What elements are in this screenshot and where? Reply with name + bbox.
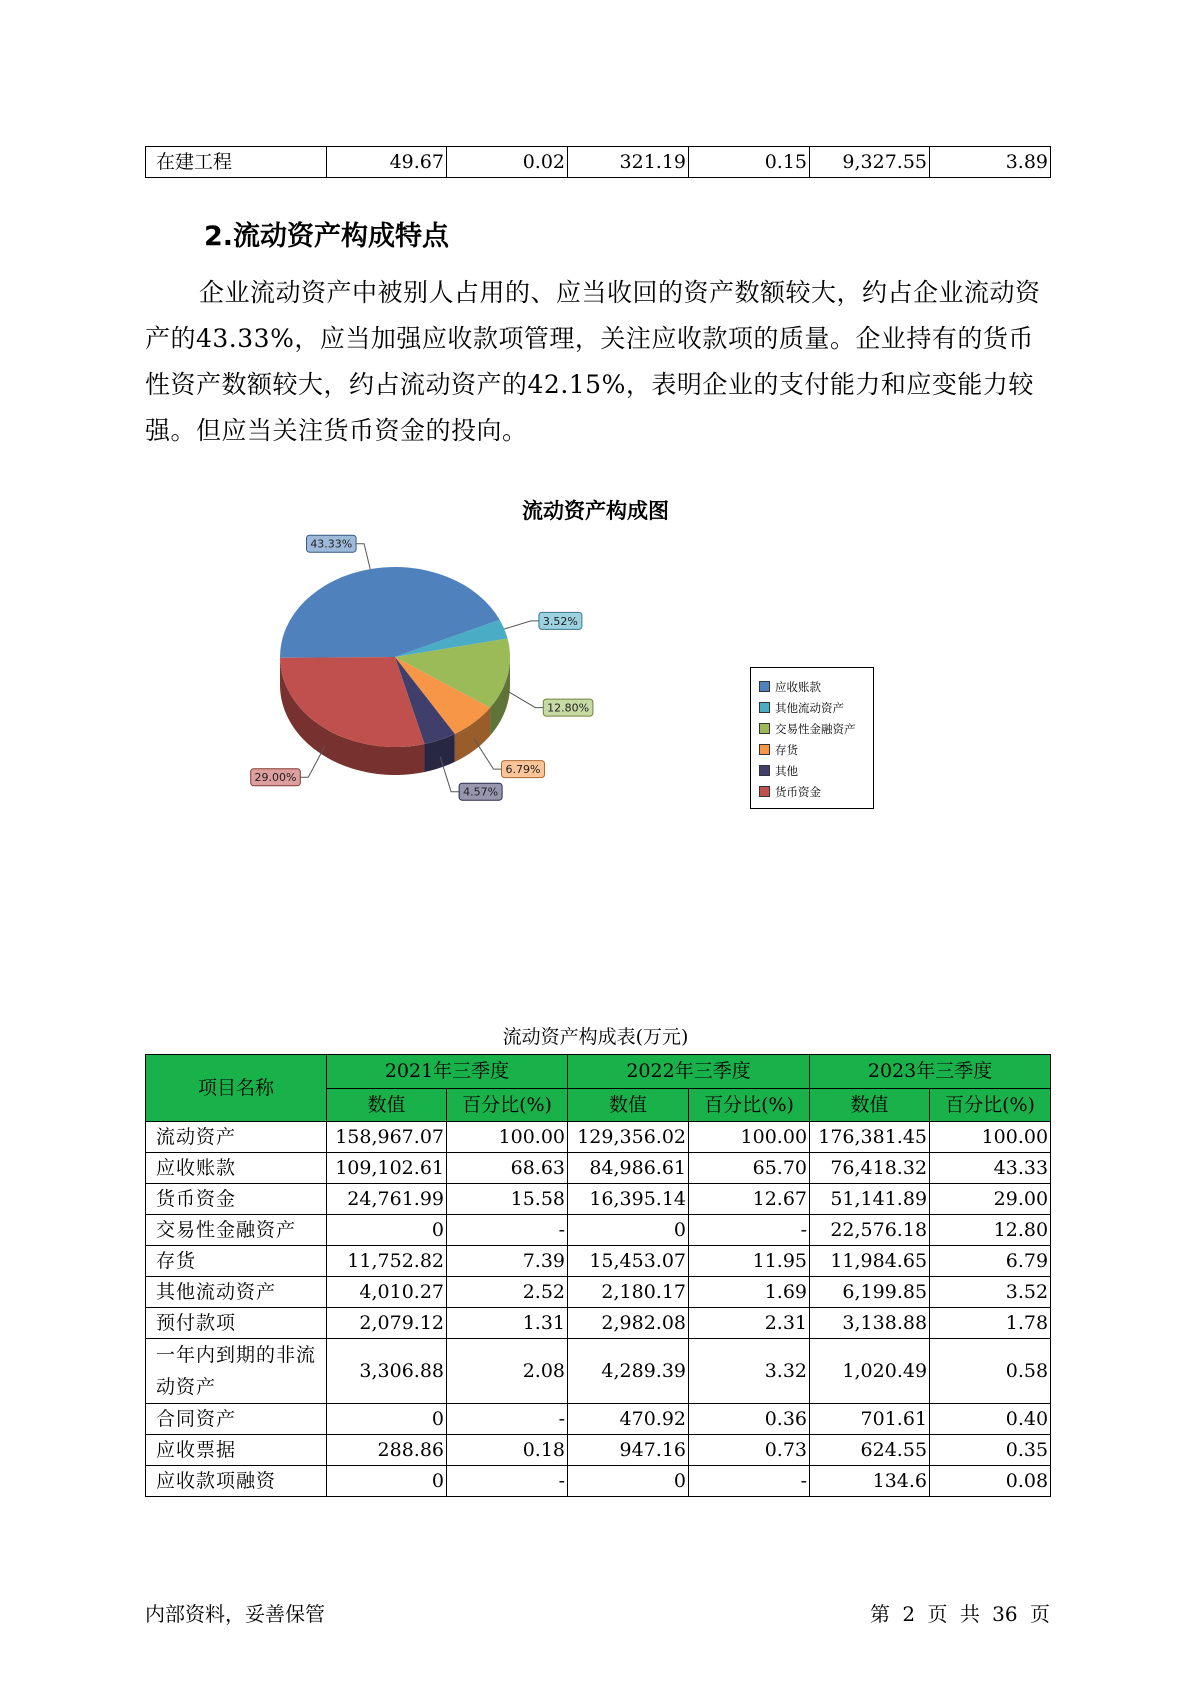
cell: 65.70 — [689, 1153, 810, 1184]
cell: 1.31 — [447, 1308, 568, 1339]
data-label: 3.52% — [542, 614, 578, 628]
cell: 158,967.07 — [327, 1122, 447, 1153]
legend-swatch — [759, 702, 770, 713]
cell: 11.95 — [689, 1246, 810, 1277]
subheader: 百分比(%) — [447, 1088, 568, 1122]
cell: 701.61 — [810, 1404, 930, 1435]
cell: 15,453.07 — [568, 1246, 689, 1277]
legend-label: 货币资金 — [775, 784, 821, 799]
row-label: 预付款项 — [146, 1308, 327, 1339]
row-label: 应收账款 — [146, 1153, 327, 1184]
legend-swatch — [759, 681, 770, 692]
data-label: 29.00% — [254, 771, 297, 785]
cell: 288.86 — [327, 1435, 447, 1466]
chart-title: 流动资产构成图 — [522, 498, 669, 523]
cell: 321.19 — [568, 147, 689, 178]
cell: 2,180.17 — [568, 1277, 689, 1308]
cell: - — [447, 1215, 568, 1246]
cell: 0 — [327, 1215, 447, 1246]
legend-swatch — [759, 723, 770, 734]
cell: 3,138.88 — [810, 1308, 930, 1339]
period-header: 2023年三季度 — [810, 1055, 1051, 1089]
row-label: 货币资金 — [146, 1184, 327, 1215]
data-label: 12.80% — [547, 701, 590, 715]
legend-item — [759, 697, 873, 718]
cell: 24,761.99 — [327, 1184, 447, 1215]
table-row — [146, 1246, 1051, 1277]
chart-legend — [750, 667, 874, 809]
cell: 51,141.89 — [810, 1184, 930, 1215]
legend-label: 存货 — [775, 742, 798, 757]
cell: 68.63 — [447, 1153, 568, 1184]
table-row — [146, 1277, 1051, 1308]
table-caption: 流动资产构成表(万元) — [502, 1026, 689, 1048]
subheader: 数值 — [568, 1088, 689, 1122]
subheader: 百分比(%) — [689, 1088, 810, 1122]
cell: 9,327.55 — [810, 147, 930, 178]
row-label: 一年内到期的非流动资产 — [146, 1339, 327, 1404]
cell: 29.00 — [930, 1184, 1051, 1215]
cell: 109,102.61 — [327, 1153, 447, 1184]
row-label: 交易性金融资产 — [146, 1215, 327, 1246]
cell: 134.6 — [810, 1466, 930, 1497]
item-header: 项目名称 — [146, 1055, 327, 1122]
header-row — [146, 1055, 1051, 1089]
cell: 0 — [327, 1466, 447, 1497]
cell: 129,356.02 — [568, 1122, 689, 1153]
cell: 16,395.14 — [568, 1184, 689, 1215]
cell: 0.18 — [447, 1435, 568, 1466]
cell: - — [447, 1404, 568, 1435]
previous-table-tail — [145, 146, 1051, 178]
cell: 0 — [568, 1215, 689, 1246]
cell: 2,079.12 — [327, 1308, 447, 1339]
cell: 0.73 — [689, 1435, 810, 1466]
cell: 6,199.85 — [810, 1277, 930, 1308]
subheader: 数值 — [810, 1088, 930, 1122]
legend-label: 其他 — [775, 763, 798, 778]
row-label: 合同资产 — [146, 1404, 327, 1435]
cell: 176,381.45 — [810, 1122, 930, 1153]
section-heading: 2.流动资产构成特点 — [204, 221, 450, 252]
period-header: 2022年三季度 — [568, 1055, 810, 1089]
legend-label: 应收账款 — [775, 679, 821, 694]
current-assets-table — [145, 1054, 1051, 1497]
cell: 0.02 — [447, 147, 568, 178]
row-label: 其他流动资产 — [146, 1277, 327, 1308]
cell: 470.92 — [568, 1404, 689, 1435]
row-label: 在建工程 — [146, 147, 327, 178]
row-label: 流动资产 — [146, 1122, 327, 1153]
cell: 49.67 — [327, 147, 447, 178]
legend-item — [759, 760, 873, 781]
cell: 22,576.18 — [810, 1215, 930, 1246]
subheader: 数值 — [327, 1088, 447, 1122]
label-leader-line — [504, 621, 539, 629]
cell: 0 — [327, 1404, 447, 1435]
cell: - — [447, 1466, 568, 1497]
cell: 100.00 — [930, 1122, 1051, 1153]
period-header: 2021年三季度 — [327, 1055, 568, 1089]
legend-swatch — [759, 765, 770, 776]
row-label: 存货 — [146, 1246, 327, 1277]
cell: - — [689, 1466, 810, 1497]
section-paragraph: 企业流动资产中被别人占用的、应当收回的资产数额较大，约占企业流动资产的43.33%，应当加强应收款项管理，关注应收款项的质量。企业持有的货币性资产数额较大，约占流动资产的42.15%，表明企业的支付能力和应变能力较强。但应当关注货币资金的投向。 — [145, 278, 1041, 445]
legend-swatch — [759, 744, 770, 755]
label-leader-line — [508, 691, 544, 707]
cell: 84,986.61 — [568, 1153, 689, 1184]
table-row — [146, 1339, 1051, 1404]
cell: 100.00 — [689, 1122, 810, 1153]
cell: 947.16 — [568, 1435, 689, 1466]
cell: 6.79 — [930, 1246, 1051, 1277]
cell: 0.58 — [930, 1339, 1051, 1404]
legend-item — [759, 781, 873, 802]
table-row — [146, 1215, 1051, 1246]
page-number: 第 2 页 共 36 页 — [870, 1602, 1050, 1626]
table-row — [146, 1466, 1051, 1497]
data-label: 43.33% — [310, 537, 353, 551]
legend-item — [759, 718, 873, 739]
cell: 2.52 — [447, 1277, 568, 1308]
cell: 0.15 — [689, 147, 810, 178]
cell: 4,289.39 — [568, 1339, 689, 1404]
cell: 12.67 — [689, 1184, 810, 1215]
table-row — [146, 1184, 1051, 1215]
cell: 2.31 — [689, 1308, 810, 1339]
table-row — [146, 1122, 1051, 1153]
cell: 12.80 — [930, 1215, 1051, 1246]
cell: 1,020.49 — [810, 1339, 930, 1404]
legend-item — [759, 739, 873, 760]
table-row — [146, 1435, 1051, 1466]
cell: 0.08 — [930, 1466, 1051, 1497]
data-label: 4.57% — [463, 785, 499, 799]
table-row — [146, 147, 1051, 178]
cell: 15.58 — [447, 1184, 568, 1215]
table-row — [146, 1404, 1051, 1435]
cell: - — [689, 1215, 810, 1246]
cell: 100.00 — [447, 1122, 568, 1153]
row-label: 应收款项融资 — [146, 1466, 327, 1497]
table-row — [146, 1153, 1051, 1184]
cell: 11,984.65 — [810, 1246, 930, 1277]
cell: 3,306.88 — [327, 1339, 447, 1404]
cell: 43.33 — [930, 1153, 1051, 1184]
cell: 1.78 — [930, 1308, 1051, 1339]
legend-item — [759, 676, 873, 697]
cell: 2.08 — [447, 1339, 568, 1404]
footer-note: 内部资料，妥善保管 — [145, 1602, 325, 1626]
pie-chart — [220, 537, 620, 799]
cell: 76,418.32 — [810, 1153, 930, 1184]
data-label: 6.79% — [505, 763, 541, 777]
cell: 0.36 — [689, 1404, 810, 1435]
cell: 2,982.08 — [568, 1308, 689, 1339]
legend-swatch — [759, 786, 770, 797]
cell: 4,010.27 — [327, 1277, 447, 1308]
subheader: 百分比(%) — [930, 1088, 1051, 1122]
cell: 0 — [568, 1466, 689, 1497]
row-label: 应收票据 — [146, 1435, 327, 1466]
cell: 624.55 — [810, 1435, 930, 1466]
cell: 0.40 — [930, 1404, 1051, 1435]
legend-label: 交易性金融资产 — [775, 721, 856, 736]
cell: 3.52 — [930, 1277, 1051, 1308]
table-row — [146, 1308, 1051, 1339]
cell: 1.69 — [689, 1277, 810, 1308]
cell: 7.39 — [447, 1246, 568, 1277]
cell: 0.35 — [930, 1435, 1051, 1466]
cell: 3.89 — [930, 147, 1051, 178]
label-leader-line — [356, 544, 370, 569]
cell: 11,752.82 — [327, 1246, 447, 1277]
legend-label: 其他流动资产 — [775, 700, 844, 715]
cell: 3.32 — [689, 1339, 810, 1404]
